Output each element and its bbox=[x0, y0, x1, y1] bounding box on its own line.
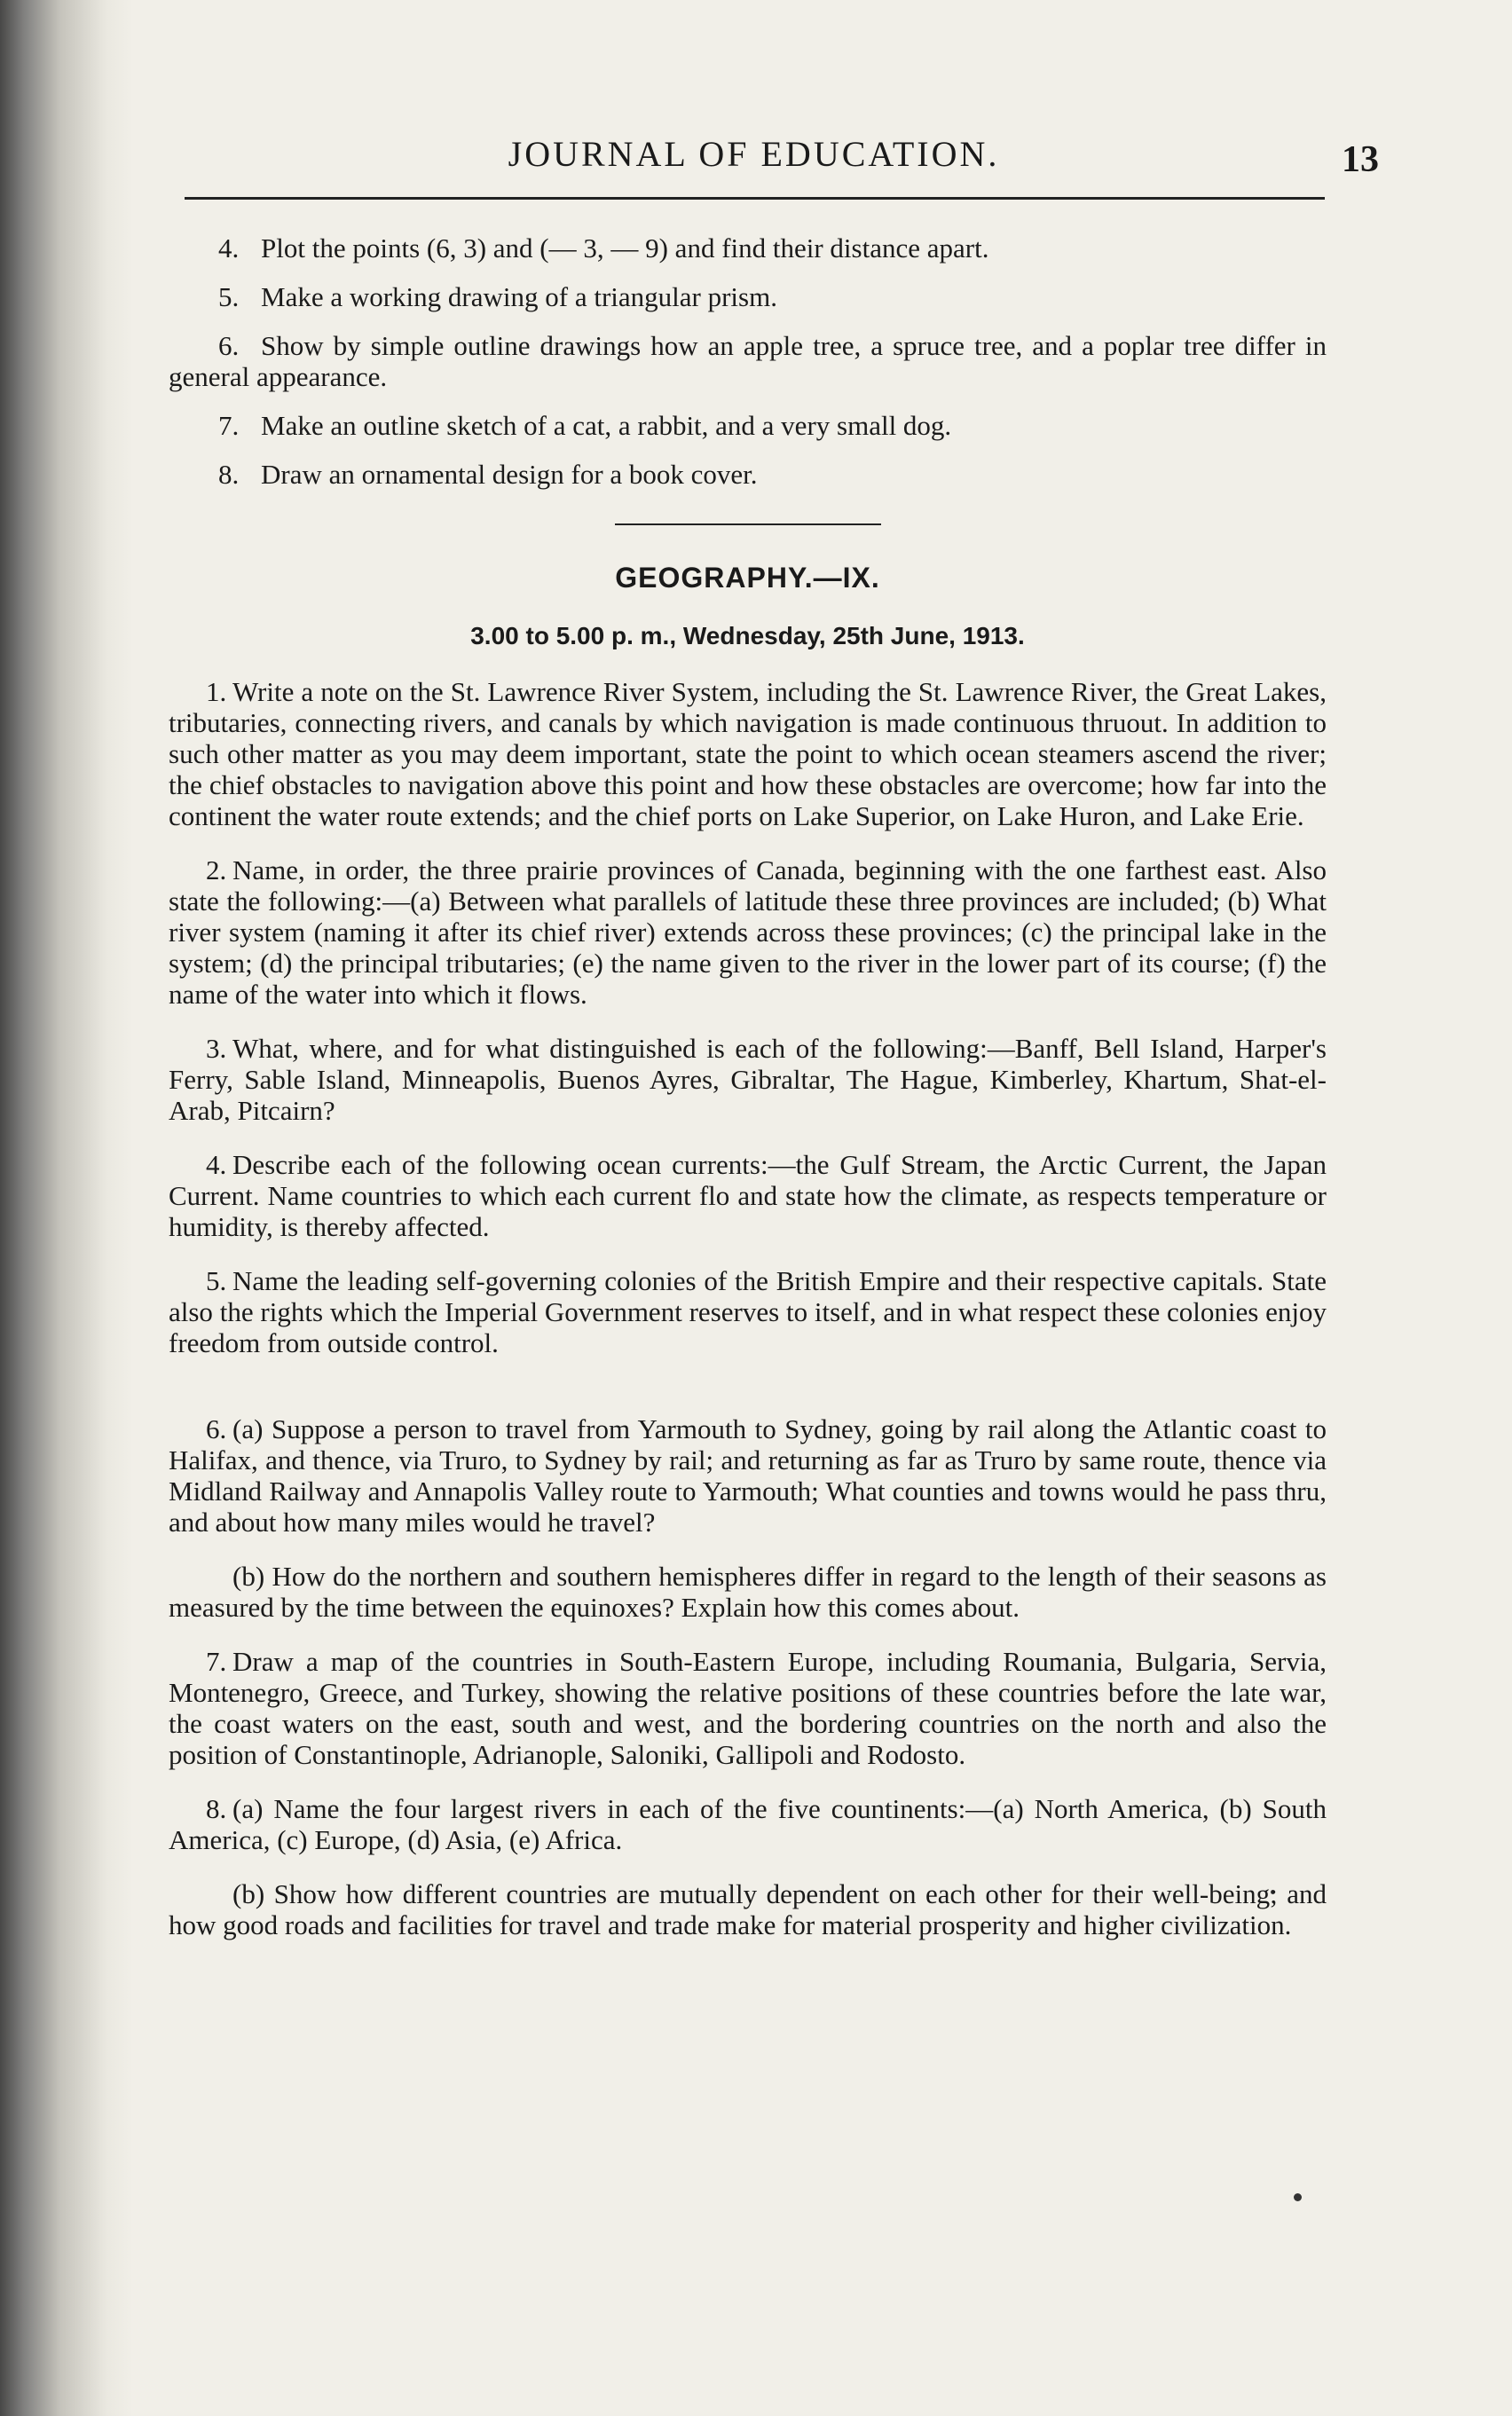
geography-questions bbox=[169, 676, 1327, 1940]
page-header bbox=[182, 133, 1379, 186]
scan-shadow-edge bbox=[0, 0, 133, 2416]
question-number: 5. bbox=[218, 281, 240, 312]
question-number: 4. bbox=[218, 232, 240, 264]
question-number: 7. bbox=[206, 1646, 227, 1677]
question-item bbox=[169, 330, 1327, 392]
question-item bbox=[169, 1033, 1327, 1126]
question-text: (a) Name the four largest rivers in each of the five countinents:—(a) North America, (b) South America, (c) Europe, (d) Asia, (e) Africa. bbox=[169, 1793, 1327, 1855]
question-item bbox=[169, 1646, 1327, 1770]
scan-speck bbox=[1294, 2193, 1302, 2201]
header-divider bbox=[185, 197, 1325, 200]
question-text: Plot the points (6, 3) and (— 3, — 9) and find their distance apart. bbox=[261, 232, 989, 264]
question-subpart bbox=[169, 1878, 1327, 1940]
exam-time: 3.00 to 5.00 p. m., Wednesday, 25th June, 1913. bbox=[470, 622, 1025, 649]
question-item bbox=[169, 1793, 1327, 1855]
section-divider bbox=[615, 523, 881, 525]
page-content bbox=[169, 232, 1327, 1963]
question-text: Show by simple outline drawings how an apple tree, a spruce tree, and a poplar tree differ in general appearance. bbox=[169, 330, 1327, 392]
question-text: (a) Suppose a person to travel from Yarmouth to Sydney, going by rail along the Atlantic coast to Halifax, and thence, via Truro, to Sydney by rail; and returning as far as Truro by same route, thence via Midland Railway and Annapolis Valley route to Yarmouth; What counties and towns would he pass thru, and about how many miles would he travel? bbox=[169, 1413, 1327, 1538]
question-text: Describe each of the following ocean currents:—the Gulf Stream, the Arctic Current, the Japan Current. Name countries to which each current flo and state how the climate, as respects temperature or humidity, is thereby affected. bbox=[169, 1149, 1327, 1242]
question-text: (b) Show how different countries are mutually dependent on each other for their well-being; and how good roads and facilities for travel and trade make for material prosperity and higher civilization. bbox=[169, 1878, 1327, 1940]
question-number: 6. bbox=[206, 1413, 227, 1444]
question-text: Draw a map of the countries in South-Eastern Europe, including Roumania, Bulgaria, Servia, Montenegro, Greece, and Turkey, showing the relative positions of these countries before the late war, the coast waters on the east, south and west, and the bordering countries on the north and also the position of Constantinople, Adrianople, Saloniki, Gallipoli and Rodosto. bbox=[169, 1646, 1327, 1770]
question-item bbox=[169, 459, 1327, 490]
question-item bbox=[169, 1265, 1327, 1358]
question-subpart bbox=[169, 1561, 1327, 1623]
question-number: 5. bbox=[206, 1265, 227, 1296]
question-text: Make a working drawing of a triangular prism. bbox=[261, 281, 777, 312]
question-text: Draw an ornamental design for a book cover. bbox=[261, 459, 758, 490]
question-item bbox=[169, 1413, 1327, 1538]
question-number: 8. bbox=[218, 459, 240, 490]
section-title: GEOGRAPHY.—IX. bbox=[615, 562, 880, 594]
journal-title: JOURNAL OF EDUCATION. bbox=[508, 134, 1000, 174]
question-number: 1. bbox=[206, 676, 227, 707]
question-item bbox=[169, 1149, 1327, 1242]
question-text: Name, in order, the three prairie provinces of Canada, beginning with the one farthest east. Also state the following:—(a) Between what parallels of latitude these three provinces are included; (b) What river system (naming it after its chief river) extends across these provinces; (c) the principal lake in the system; (d) the principal tributaries; (e) the name given to the river in the lower part of its course; (f) the name of the water into which it flows. bbox=[169, 854, 1327, 1010]
question-number: 3. bbox=[206, 1033, 227, 1064]
question-text: Make an outline sketch of a cat, a rabbit, and a very small dog. bbox=[261, 410, 952, 441]
question-item bbox=[169, 281, 1327, 312]
question-number: 2. bbox=[206, 854, 227, 885]
page-number: 13 bbox=[1342, 139, 1379, 180]
question-number: 4. bbox=[206, 1149, 227, 1180]
drawing-questions bbox=[169, 232, 1327, 490]
question-item bbox=[169, 854, 1327, 1010]
question-text: What, where, and for what distinguished is each of the following:—Banff, Bell Island, Harper's Ferry, Sable Island, Minneapolis, Buenos Ayres, Gibraltar, The Hague, Kimberley, Khartum, Shat-el-Arab, Pitcairn? bbox=[169, 1033, 1327, 1126]
question-number: 7. bbox=[218, 410, 240, 441]
question-item bbox=[169, 232, 1327, 264]
question-text: Write a note on the St. Lawrence River System, including the St. Lawrence River, the Great Lakes, tributaries, connecting rivers, and canals by which navigation is made continuous thruout. In addition to such other matter as you may deem important, state the point to which ocean steamers ascend the river; the chief obstacles to navigation above this point and how these obstacles are overcome; how far into the continent the water route extends; and the chief ports on Lake Superior, on Lake Huron, and Lake Erie. bbox=[169, 676, 1327, 831]
question-number: 6. bbox=[218, 330, 240, 361]
question-item bbox=[169, 676, 1327, 831]
question-text: (b) How do the northern and southern hemispheres differ in regard to the length of their seasons as measured by the time between the equinoxes? Explain how this comes about. bbox=[169, 1561, 1327, 1623]
question-number: 8. bbox=[206, 1793, 227, 1824]
question-text: Name the leading self-governing colonies of the British Empire and their respective capitals. State also the rights which the Imperial Government reserves to itself, and in what respect these colonies enjoy freedom from outside control. bbox=[169, 1265, 1327, 1358]
question-item bbox=[169, 410, 1327, 441]
